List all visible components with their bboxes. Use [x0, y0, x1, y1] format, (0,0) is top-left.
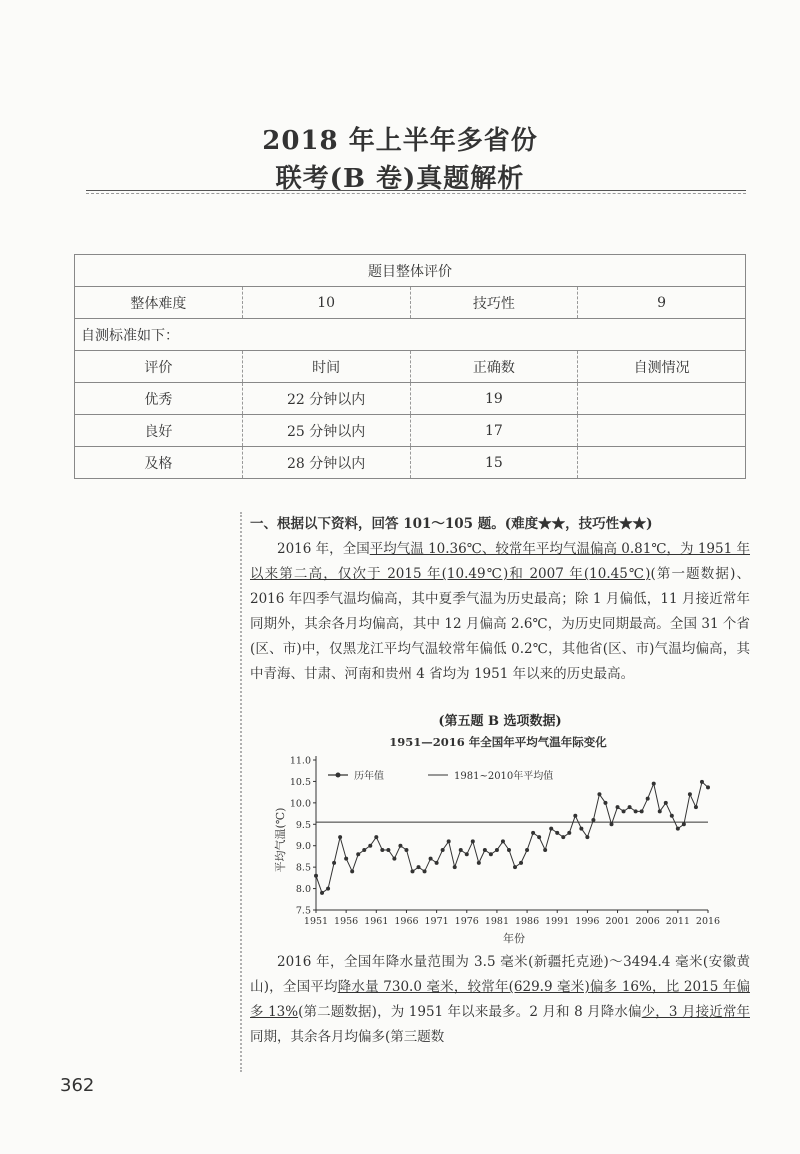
data-point [453, 865, 457, 869]
chart-title: 1951—2016 年全国年平均气温年际变化 [389, 735, 607, 749]
correct-cell: 19 [410, 383, 578, 415]
data-point [670, 814, 674, 818]
data-point [549, 827, 553, 831]
data-point [676, 827, 680, 831]
data-point [634, 809, 638, 813]
text-run: 2016 年，全国 [277, 541, 370, 557]
y-tick-label: 10.5 [289, 776, 311, 788]
data-point [374, 835, 378, 839]
data-point [447, 839, 451, 843]
data-point [338, 835, 342, 839]
difficulty-row [75, 287, 746, 319]
data-point [525, 848, 529, 852]
data-point [591, 818, 595, 822]
text-run: 2016 年，全国年降水量范围为 3.5 毫米(新疆托克逊)～3494.4 毫米(安徽黄山)，全国平均 [250, 954, 750, 995]
text-run: 同期，其余各月均偏多(第三题数 [250, 1029, 445, 1045]
x-tick-label: 1976 [454, 916, 479, 927]
x-tick-label: 2001 [605, 916, 630, 927]
data-point [616, 805, 620, 809]
data-point [537, 835, 541, 839]
data-point [332, 861, 336, 865]
text-run: (第二题数据)，为 1951 年以来最多。2 月和 8 月降水偏 [298, 1004, 642, 1020]
difficulty-label: 整体难度 [75, 287, 243, 319]
data-point [344, 857, 348, 861]
data-point [664, 801, 668, 805]
page-title: 2018 年上半年多省份 [262, 126, 538, 156]
y-tick-label: 9.0 [295, 841, 311, 853]
underlined-text: 少，3 月接近常年 [641, 1004, 750, 1020]
data-point [314, 874, 318, 878]
correct-cell: 17 [410, 415, 578, 447]
data-point [646, 797, 650, 801]
chart-legend [328, 769, 553, 782]
data-point [326, 887, 330, 891]
data-point [543, 848, 547, 852]
difficulty-value: 10 [242, 287, 410, 319]
grade-cell: 良好 [75, 415, 243, 447]
skill-value: 9 [578, 287, 746, 319]
standard-row [75, 319, 746, 351]
data-point [585, 835, 589, 839]
data-point [356, 852, 360, 856]
legend-reference-label: 1981~2010年平均值 [454, 771, 554, 782]
table-row [75, 415, 746, 447]
x-tick-label: 1966 [394, 916, 419, 927]
data-point [417, 865, 421, 869]
title-rule [86, 190, 746, 191]
x-tick-label: 1991 [545, 916, 570, 927]
x-tick-label: 1986 [514, 916, 540, 927]
data-point [477, 861, 481, 865]
correct-cell: 15 [410, 447, 578, 479]
data-point [628, 805, 632, 809]
table-header-row [75, 351, 746, 383]
time-cell: 22 分钟以内 [242, 383, 410, 415]
time-cell: 28 分钟以内 [242, 447, 410, 479]
data-point [561, 835, 565, 839]
x-tick-label: 1956 [334, 916, 359, 927]
data-point [694, 805, 698, 809]
y-tick-label: 8.0 [295, 884, 311, 896]
evaluation-table [74, 254, 746, 479]
data-point [429, 857, 433, 861]
question-heading: 一、根据以下资料，回答 101～105 题。(难度★★，技巧性★★) [250, 516, 653, 532]
data-point [380, 848, 384, 852]
self-check-cell [578, 383, 746, 415]
x-axis-label: 年份 [503, 932, 525, 945]
title-rule-dashed [86, 193, 746, 194]
data-point [597, 792, 601, 796]
x-tick-label: 1996 [575, 916, 600, 927]
data-point [404, 848, 408, 852]
x-tick-label: 1971 [424, 916, 449, 927]
underlined-text: 降水量 730.0 毫米，较常年(629.9 毫米)偏多 16%，比 2015 年偏多 13% [250, 979, 750, 1020]
paragraph-1 [250, 537, 750, 687]
data-point [489, 852, 493, 856]
data-point [603, 801, 607, 805]
paragraph-2 [250, 950, 750, 1050]
grade-cell: 及格 [75, 447, 243, 479]
y-tick-label: 10.0 [289, 798, 311, 810]
data-point [320, 891, 324, 895]
data-point [410, 869, 414, 873]
page-number: 362 [60, 1075, 95, 1096]
table-row [75, 447, 746, 479]
data-point [501, 839, 505, 843]
column-header: 正确数 [410, 351, 578, 383]
x-tick-label: 2016 [695, 916, 721, 927]
data-point [368, 844, 372, 848]
y-tick-label: 9.5 [295, 819, 311, 831]
x-tick-label: 1961 [364, 916, 389, 927]
data-point [386, 848, 390, 852]
grade-cell: 优秀 [75, 383, 243, 415]
margin-dotted-line [240, 512, 242, 1072]
data-point [362, 848, 366, 852]
data-point [495, 848, 499, 852]
y-tick-label: 11.0 [289, 755, 311, 767]
data-point [392, 857, 396, 861]
self-check-cell [578, 447, 746, 479]
data-point [507, 848, 511, 852]
x-tick-label: 1981 [484, 916, 510, 927]
data-point [688, 792, 692, 796]
data-point [483, 848, 487, 852]
temperature-chart [268, 730, 728, 945]
standard-note: 自测标准如下： [75, 319, 746, 351]
data-point [573, 814, 577, 818]
data-point [652, 782, 656, 786]
data-point [513, 865, 517, 869]
data-point [398, 844, 402, 848]
data-point [567, 831, 571, 835]
data-point [622, 809, 626, 813]
time-cell: 25 分钟以内 [242, 415, 410, 447]
data-point [435, 861, 439, 865]
y-axis-label: 平均气温(℃) [274, 807, 287, 873]
data-point [423, 869, 427, 873]
y-tick-label: 7.5 [295, 905, 311, 917]
x-tick-label: 1951 [303, 916, 329, 927]
page-subtitle: 联考(B 卷)真题解析 [275, 164, 525, 194]
data-point [350, 869, 354, 873]
series-group [314, 780, 710, 895]
data-point [700, 780, 704, 784]
x-tick-label: 2011 [665, 916, 690, 927]
data-point [471, 839, 475, 843]
text-run: (第一题数据)、2016 年四季气温均偏高，其中夏季气温为历史最高；除 1 月偏低，11 月接近常年同期外，其余各月均偏高，其中 12 月偏高 2.6℃，为历史同期最高。全国 31 个省(区、市)中，仅黑龙江平均气温较常年偏低 0.2℃，其他省(区、市)气温均偏高，其中青海、甘肃、河南和贵州 4 省均为 1951 年以来的历史最高。 [250, 566, 750, 682]
data-point [555, 831, 559, 835]
legend-series-label: 历年值 [354, 771, 384, 782]
skill-label: 技巧性 [410, 287, 578, 319]
data-point [465, 852, 469, 856]
data-point [706, 785, 710, 789]
x-tick-label: 2006 [635, 916, 660, 927]
column-header: 时间 [242, 351, 410, 383]
table-heading: 题目整体评价 [75, 255, 746, 287]
data-point [519, 861, 523, 865]
data-point [441, 848, 445, 852]
data-point [682, 822, 686, 826]
data-point [579, 827, 583, 831]
data-point [459, 848, 463, 852]
data-point [531, 831, 535, 835]
figure-note: (第五题 B 选项数据) [438, 714, 562, 729]
data-point [640, 809, 644, 813]
table-row [75, 383, 746, 415]
table-heading-row [75, 255, 746, 287]
legend-series-marker [336, 773, 341, 778]
column-header: 评价 [75, 351, 243, 383]
self-check-cell [578, 415, 746, 447]
underlined-text: 平均气温 10.36℃、较常年平均气温偏高 0.81℃，为 1951 年以来第二高，仅次于 2015 年(10.49℃)和 2007 年(10.45℃) [250, 541, 750, 582]
y-tick-label: 8.5 [295, 862, 311, 874]
column-header: 自测情况 [578, 351, 746, 383]
data-point [610, 822, 614, 826]
data-point [658, 809, 662, 813]
